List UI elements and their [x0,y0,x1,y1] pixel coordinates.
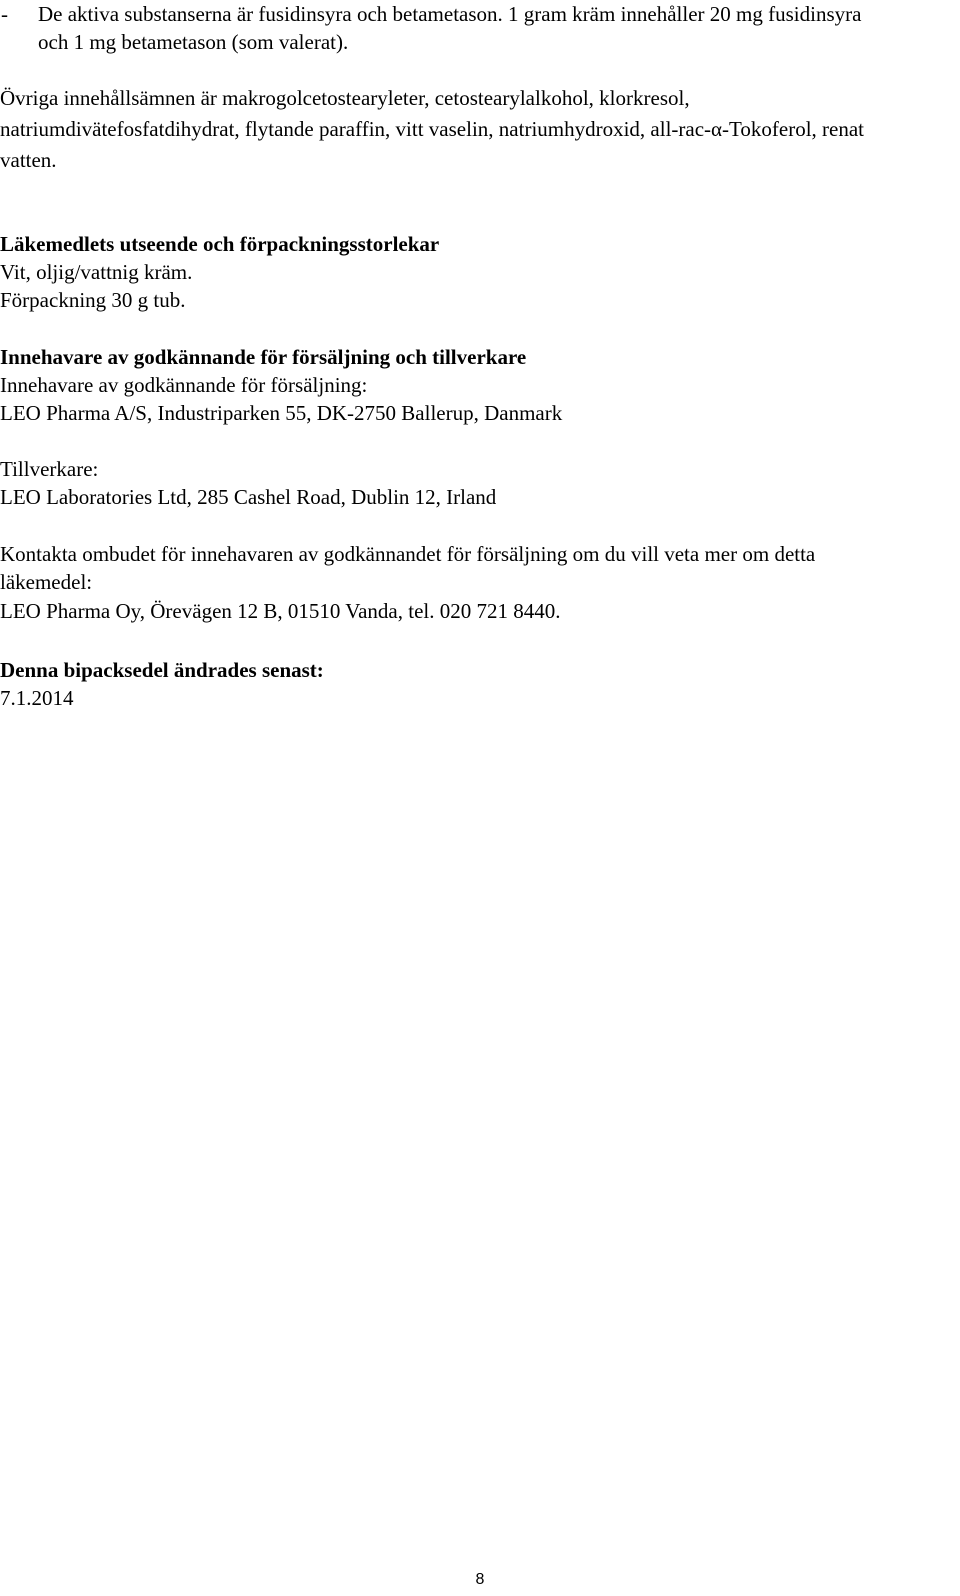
holder-value: LEO Pharma A/S, Industriparken 55, DK-2750 Ballerup, Danmark [0,401,563,425]
other-ingredients-line: Övriga innehållsämnen är makrogolcetostearyleter, cetostearylalkohol, klorkresol, [0,86,690,110]
contact-line: Kontakta ombudet för innehavaren av godkännandet för försäljning om du vill veta mer om detta [0,542,816,566]
package-size-line: Förpackning 30 g tub. [0,288,186,312]
manufacturer-label: Tillverkare: [0,457,99,481]
holder-heading: Innehavare av godkännande för försäljning och tillverkare [0,345,527,369]
revision-heading: Denna bipacksedel ändrades senast: [0,658,324,682]
appearance-heading: Läkemedlets utseende och förpackningsstorlekar [0,232,440,256]
contact-line: läkemedel: [0,570,93,594]
contact-value: LEO Pharma Oy, Örevägen 12 B, 01510 Vanda, tel. 020 721 8440. [0,599,561,623]
other-ingredients-line: natriumdivätefosfatdihydrat, flytande paraffin, vitt vaselin, natriumhydroxid, all-rac-α-Tokoferol, renat [0,117,865,141]
text-line: De aktiva substanserna är fusidinsyra och betametason. 1 gram kräm innehåller 20 mg fusidinsyra [38,2,862,26]
bullet-marker: - [1,2,8,26]
revision-date: 7.1.2014 [0,686,74,710]
active-substances-text [38,0,861,56]
other-ingredients-line: vatten. [0,148,57,172]
holder-label: Innehavare av godkännande för försäljning: [0,373,368,397]
page-number: 8 [475,1571,485,1588]
manufacturer-value: LEO Laboratories Ltd, 285 Cashel Road, Dublin 12, Irland [0,485,497,509]
appearance-line: Vit, oljig/vattnig kräm. [0,260,193,284]
text-line: och 1 mg betametason (som valerat). [38,30,349,54]
active-substances-item [0,0,960,56]
